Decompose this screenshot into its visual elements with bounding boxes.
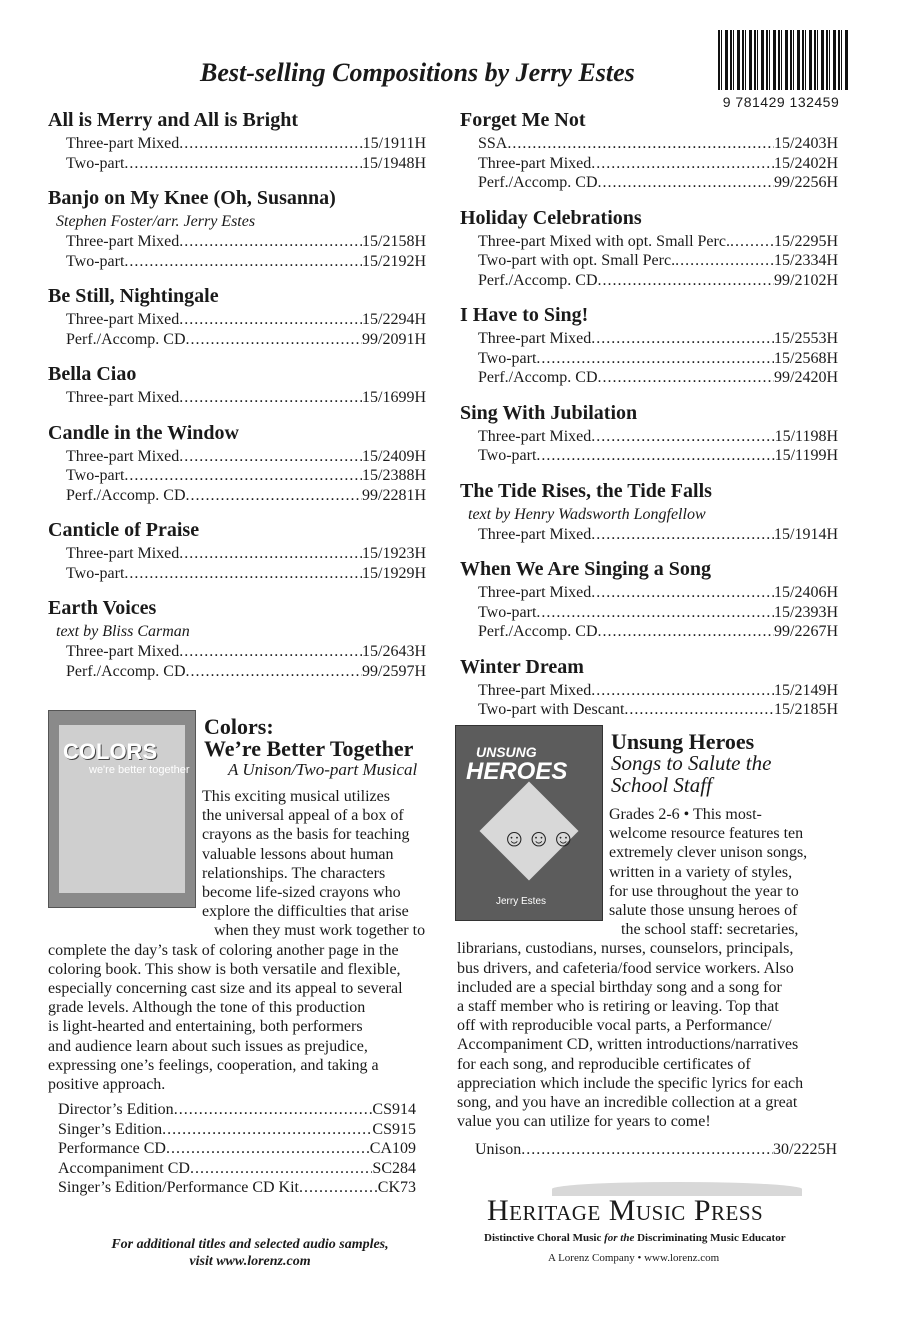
catalog-number: 15/2294H [362, 311, 426, 328]
catalog-number: 15/1911H [362, 135, 426, 152]
leader-dots [179, 642, 362, 662]
song-title: The Tide Rises, the Tide Falls [460, 479, 712, 502]
leader-dots [591, 329, 774, 349]
order-catalog: 30/2225H [773, 1141, 837, 1158]
order-catalog: CS914 [372, 1101, 416, 1118]
left-title-column [48, 108, 426, 694]
leader-dots [179, 447, 362, 467]
edition-name: Three-part Mixed [66, 447, 180, 465]
edition-row [48, 544, 426, 564]
description-line: value you can utilize for years to come! [457, 1113, 711, 1131]
title-entry [460, 557, 838, 642]
order-edition: Unison [475, 1141, 522, 1158]
catalog-number: 15/2192H [362, 252, 426, 270]
order-edition: Singer’s Edition/Performance CD Kit [58, 1179, 299, 1196]
leader-dots [179, 232, 362, 252]
leader-dots [179, 544, 362, 564]
title-entry [48, 284, 426, 349]
edition-name: Perf./Accomp. CD [478, 623, 598, 640]
description-line: positive approach. [48, 1076, 166, 1094]
edition-row [460, 251, 838, 271]
footer-note-line2: visit www.lorenz.com [189, 1254, 311, 1269]
catalog-number: 15/1699H [362, 389, 426, 406]
song-title: I Have to Sing! [460, 304, 589, 326]
leader-dots [536, 446, 774, 466]
catalog-number: 15/1199H [774, 447, 838, 464]
catalog-number: 15/2158H [362, 233, 426, 250]
edition-row [460, 271, 838, 291]
right-title-column [460, 108, 838, 733]
footer-note [60, 1236, 440, 1270]
leader-dots [186, 330, 362, 350]
leader-dots [299, 1178, 378, 1198]
leader-dots [179, 388, 362, 408]
leader-dots [598, 622, 774, 642]
edition-name: Perf./Accomp. CD [478, 271, 598, 289]
description-line: song, and you have an incredible collection at a great [457, 1094, 798, 1112]
leader-dots [598, 173, 774, 193]
edition-row [460, 525, 838, 545]
song-title: Canticle of Praise [48, 519, 200, 541]
title-entry [460, 401, 838, 466]
song-title: Holiday Celebrations [460, 206, 642, 229]
edition-row [48, 486, 426, 506]
colors-cover-title: COLORS [63, 739, 158, 764]
edition-row [48, 310, 426, 330]
edition-name: Two-part [66, 467, 125, 484]
description-line: Grades 2-6 • This most- [609, 806, 762, 823]
leader-dots [162, 1120, 372, 1140]
edition-row [460, 154, 838, 174]
colors-title-line1: Colors: [204, 714, 274, 739]
edition-name: Three-part Mixed [66, 311, 180, 328]
edition-name: Three-part Mixed [66, 135, 180, 152]
heroes-cover-author: Jerry Estes [496, 896, 547, 907]
edition-row [48, 330, 426, 350]
song-title: All is Merry and All is Bright [48, 109, 298, 131]
publisher-tagline-c: Discriminating Music Educator [634, 1232, 786, 1244]
edition-name: Two-part [66, 252, 125, 270]
edition-name: Perf./Accomp. CD [478, 174, 598, 191]
leader-dots [507, 134, 774, 154]
catalog-number: 15/2403H [774, 135, 838, 152]
title-entry [48, 518, 426, 583]
edition-row [48, 134, 426, 154]
catalog-number: 15/2568H [774, 349, 838, 367]
leader-dots [624, 700, 774, 720]
edition-row [460, 681, 838, 701]
edition-name: Three-part Mixed [478, 427, 592, 445]
edition-name: Three-part Mixed with opt. Small Perc. [478, 232, 730, 250]
description-line: become life-sized crayons who [202, 884, 401, 902]
page-title: Best-selling Compositions by Jerry Estes [200, 58, 635, 87]
edition-row [48, 154, 426, 174]
order-row [58, 1120, 416, 1140]
title-entry [460, 108, 838, 193]
description-line: grade levels. Although the tone of this production [48, 999, 366, 1017]
order-edition: Singer’s Edition [58, 1120, 163, 1138]
catalog-number: 15/2295H [774, 232, 838, 250]
catalog-number: 15/2402H [774, 154, 838, 172]
description-line: complete the day’s task of coloring another page in the [48, 941, 399, 959]
catalog-number: 99/2281H [362, 486, 426, 504]
order-row [475, 1140, 837, 1160]
edition-row [460, 232, 838, 252]
isbn-number: 9 781429 132459 [722, 94, 840, 110]
colors-description [48, 787, 443, 1094]
leader-dots [591, 154, 774, 174]
edition-row [48, 447, 426, 467]
footer-note-line1: For additional titles and selected audio samples, [111, 1237, 389, 1252]
edition-name: Perf./Accomp. CD [66, 662, 186, 680]
description-line: for each song, and reproducible certificates of [457, 1055, 751, 1073]
catalog-number: 15/2185H [774, 701, 838, 718]
edition-name: Two-part [66, 564, 125, 582]
description-line: written in a variety of styles, [609, 863, 793, 881]
edition-name: Three-part Mixed [478, 154, 592, 172]
title-entry [460, 479, 838, 545]
order-edition: Accompaniment CD [58, 1159, 190, 1177]
catalog-number: 99/2597H [362, 662, 426, 680]
leader-dots [124, 564, 362, 584]
song-title: Candle in the Window [48, 421, 239, 444]
song-title: Earth Voices [48, 597, 157, 619]
order-row [58, 1139, 416, 1159]
edition-row [48, 662, 426, 682]
leader-dots [190, 1159, 372, 1179]
leader-dots [675, 251, 774, 271]
edition-name: Perf./Accomp. CD [478, 369, 598, 386]
song-title: Forget Me Not [460, 109, 586, 131]
description-line: coloring book. This show is both versatile and flexible, [48, 960, 401, 978]
description-line: bus drivers, and cafeteria/food service workers. Also [457, 959, 794, 977]
catalog-number: 15/2334H [774, 252, 838, 269]
edition-name: Two-part [478, 447, 537, 464]
description-line: welcome resource features ten [609, 825, 804, 843]
order-row [58, 1178, 416, 1198]
description-line: appreciation which include the specific lyrics for each [457, 1074, 804, 1092]
catalog-number: 15/1914H [774, 525, 838, 543]
catalog-number: 99/2420H [774, 369, 838, 386]
edition-name: Perf./Accomp. CD [66, 330, 186, 348]
description-line: salute those unsung heroes of [609, 902, 798, 920]
catalog-number: 99/2256H [774, 174, 838, 191]
edition-name: Two-part [66, 154, 125, 172]
order-row [58, 1100, 416, 1120]
leader-dots [591, 681, 774, 701]
song-credit: text by Henry Wadsworth Longfellow [468, 505, 706, 523]
edition-row [460, 329, 838, 349]
description-line: expressing one’s feelings, cooperation, and taking a [48, 1056, 379, 1074]
edition-name: Three-part Mixed [66, 643, 180, 660]
description-line: is light-hearted and entertaining, both performers [48, 1018, 363, 1036]
title-entry [48, 421, 426, 506]
heroes-cover-figures-icon: ☺☺☺ [502, 826, 576, 852]
heroes-subtitle-line2: School Staff [611, 773, 712, 797]
order-catalog: SC284 [372, 1159, 416, 1177]
edition-row [460, 583, 838, 603]
colors-title-line2: We’re Better Together [204, 736, 414, 761]
description-line: included are a special birthday song and a song for [457, 978, 782, 996]
heroes-cover-title-big: HEROES [466, 758, 568, 785]
catalog-number: 15/2406H [774, 584, 838, 601]
publisher-name: Heritage Music Press [487, 1194, 764, 1227]
leader-dots [536, 603, 774, 623]
title-entry [48, 596, 426, 681]
edition-row [460, 173, 838, 193]
leader-dots [186, 486, 362, 506]
publisher-tagline [484, 1232, 786, 1244]
edition-row [460, 446, 838, 466]
catalog-number: 15/2643H [362, 643, 426, 660]
leader-dots [186, 662, 362, 682]
order-edition: Performance CD [58, 1140, 166, 1157]
leader-dots [521, 1140, 773, 1160]
order-edition: Director’s Edition [58, 1101, 174, 1118]
edition-row [460, 349, 838, 369]
leader-dots [179, 310, 362, 330]
edition-row [48, 466, 426, 486]
edition-name: Two-part [478, 349, 537, 367]
edition-name: Three-part Mixed [66, 545, 180, 562]
description-line: for use throughout the year to [609, 882, 799, 900]
edition-row [460, 368, 838, 388]
colors-subtitle: A Unison/Two-part Musical [228, 760, 418, 779]
leader-dots [124, 252, 362, 272]
order-catalog: CS915 [372, 1120, 416, 1138]
song-title: Bella Ciao [48, 363, 137, 385]
edition-name: Three-part Mixed [478, 681, 592, 699]
edition-name: Three-part Mixed [66, 233, 180, 250]
edition-row [460, 427, 838, 447]
leader-dots [536, 349, 774, 369]
catalog-number: 15/2149H [774, 681, 838, 699]
leader-dots [591, 427, 774, 447]
heroes-order-list [475, 1140, 837, 1160]
edition-name: Three-part Mixed [478, 330, 592, 347]
title-entry [460, 303, 838, 388]
edition-name: Three-part Mixed [66, 389, 180, 406]
title-entry [460, 206, 838, 291]
order-catalog: CK73 [377, 1179, 416, 1196]
edition-name: Perf./Accomp. CD [66, 486, 186, 504]
description-line: explore the difficulties that arise [202, 903, 409, 921]
leader-dots [166, 1139, 370, 1159]
catalog-number: 99/2267H [774, 623, 838, 640]
catalog-number: 15/1929H [362, 564, 426, 582]
song-title: Sing With Jubilation [460, 401, 638, 424]
colors-cover-subtitle: we're better together [89, 764, 190, 776]
description-line: librarians, custodians, nurses, counselors, principals, [457, 940, 794, 958]
description-line: the school staff: secretaries, [621, 921, 799, 939]
edition-row [460, 134, 838, 154]
description-line: the universal appeal of a box of [202, 807, 404, 825]
song-credit: text by Bliss Carman [56, 623, 190, 640]
edition-row [48, 252, 426, 272]
title-entry [48, 362, 426, 408]
edition-row [460, 622, 838, 642]
catalog-number: 15/2553H [774, 330, 838, 347]
heroes-title: Unsung Heroes [611, 729, 755, 754]
description-line: especially concerning cast size and its appeal to several [48, 980, 403, 998]
edition-name: SSA [478, 135, 508, 152]
catalog-number: 15/2393H [774, 603, 838, 621]
heroes-cover-title-small: UNSUNG [476, 744, 537, 760]
title-entry [48, 108, 426, 173]
edition-name: Three-part Mixed [478, 525, 592, 543]
heroes-subtitle-line1: Songs to Salute the [611, 751, 772, 775]
leader-dots [174, 1100, 373, 1120]
description-line: relationships. The characters [202, 864, 386, 882]
leader-dots [591, 583, 774, 603]
description-line: crayons as the basis for teaching [202, 826, 410, 844]
leader-dots [598, 368, 774, 388]
song-credit: Stephen Foster/arr. Jerry Estes [56, 213, 256, 230]
catalog-number: 99/2091H [362, 330, 426, 348]
description-line: extremely clever unison songs, [609, 844, 808, 862]
publisher-tagline-b: for the [604, 1232, 635, 1244]
colors-order-list [58, 1100, 416, 1198]
description-line: and audience learn about such issues as prejudice, [48, 1037, 368, 1055]
catalog-number: 15/2409H [362, 447, 426, 465]
edition-name: Three-part Mixed [478, 584, 592, 601]
publisher-tagline-a: Distinctive Choral Music [484, 1232, 605, 1244]
catalog-number: 15/1923H [362, 545, 426, 562]
title-entry [460, 655, 838, 720]
order-row [58, 1159, 416, 1179]
description-line: when they must work together to [214, 922, 426, 940]
leader-dots [124, 466, 362, 486]
song-title: When We Are Singing a Song [460, 558, 711, 580]
leader-dots [730, 232, 774, 252]
catalog-number: 15/1948H [362, 154, 426, 172]
title-entry [48, 186, 426, 271]
description-line: a staff member who is retiring or leaving. Top that [457, 998, 779, 1016]
catalog-number: 15/1198H [774, 427, 838, 445]
description-line: This exciting musical utilizes [202, 788, 390, 805]
leader-dots [179, 134, 362, 154]
edition-name: Two-part [478, 603, 537, 621]
edition-row [460, 700, 838, 720]
song-title: Be Still, Nightingale [48, 285, 219, 307]
description-line: Accompaniment CD, written introductions/narratives [457, 1036, 799, 1054]
catalog-number: 15/2388H [362, 467, 426, 484]
edition-name: Two-part with opt. Small Perc. [478, 252, 676, 269]
description-line: valuable lessons about human [202, 845, 394, 863]
edition-row [48, 564, 426, 584]
leader-dots [598, 271, 774, 291]
publisher-company-line: A Lorenz Company • www.lorenz.com [548, 1252, 720, 1264]
heroes-description [457, 805, 847, 1131]
leader-dots [591, 525, 774, 545]
order-catalog: CA109 [369, 1140, 416, 1157]
description-line: off with reproducible vocal parts, a Performance/ [457, 1017, 772, 1035]
edition-row [48, 642, 426, 662]
leader-dots [124, 154, 362, 174]
barcode [718, 30, 848, 90]
catalog-number: 99/2102H [774, 271, 838, 289]
edition-name: Two-part with Descant [478, 701, 625, 718]
edition-row [48, 232, 426, 252]
song-title: Winter Dream [460, 655, 584, 678]
song-title: Banjo on My Knee (Oh, Susanna) [48, 187, 336, 209]
edition-row [48, 388, 426, 408]
edition-row [460, 603, 838, 623]
